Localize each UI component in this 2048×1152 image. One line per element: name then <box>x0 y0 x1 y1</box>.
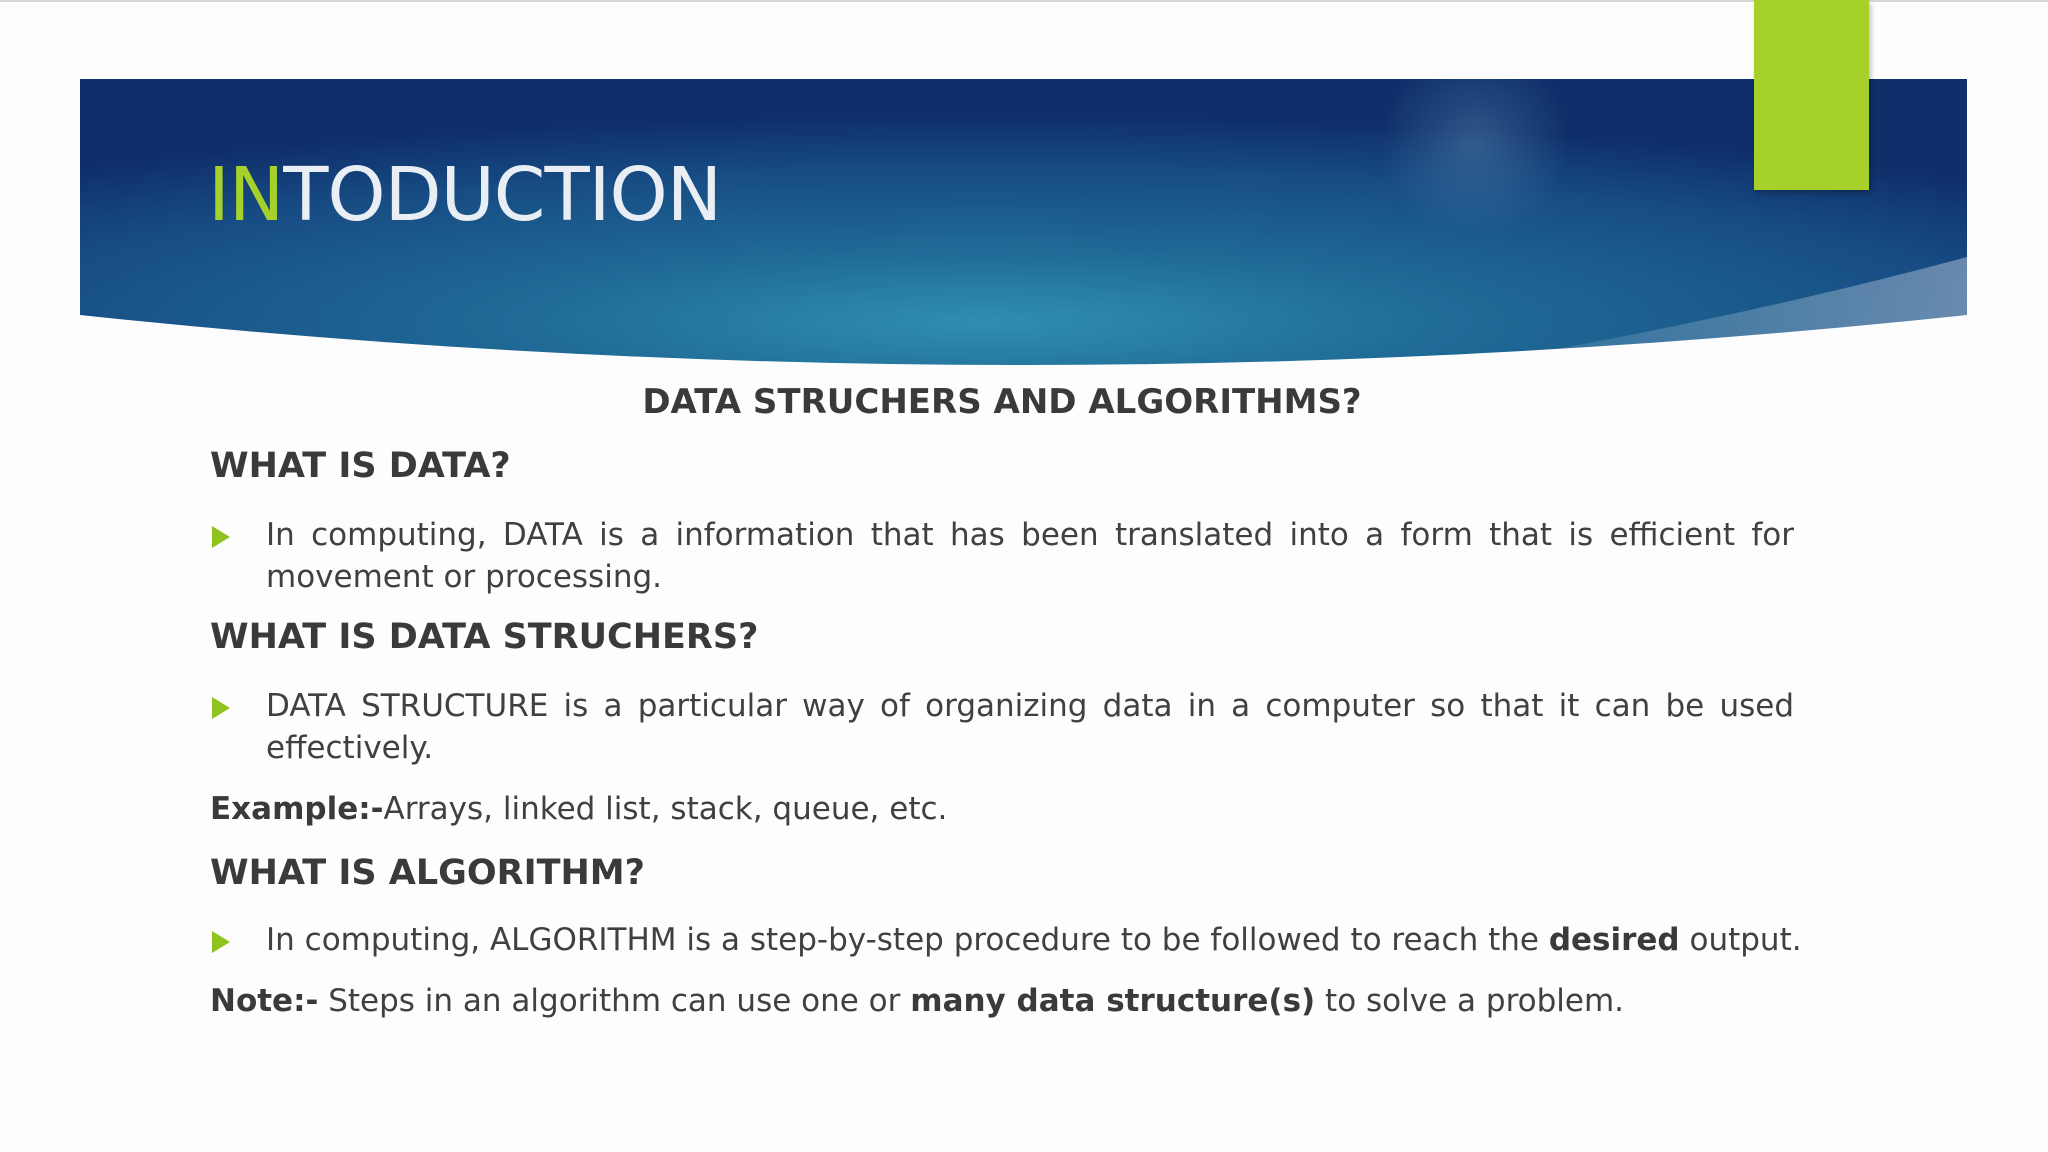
slide-subtitle: DATA STRUCHERS AND ALGORITHMS? <box>642 382 1362 422</box>
note-pre: Steps in an algorithm can use one or <box>318 983 911 1019</box>
example-label: Example:- <box>210 791 384 827</box>
triangle-right-icon <box>212 526 230 548</box>
note-post: to solve a problem. <box>1315 983 1625 1019</box>
algo-bullet-bold: desired <box>1548 922 1680 958</box>
algo-heading: WHAT IS ALGORITHM? <box>210 853 645 893</box>
algo-bullet-text <box>266 919 1802 961</box>
algo-bullet-post: output. <box>1679 922 1802 958</box>
title-highlight: IN <box>208 152 284 238</box>
ds-bullet-text: DATA STRUCTURE is a particular way of organizing data in a computer so that it can be used effectively. <box>266 688 1794 766</box>
triangle-right-icon <box>212 931 230 953</box>
data-heading: WHAT IS DATA? <box>210 446 511 486</box>
note-label: Note:- <box>210 983 319 1019</box>
top-divider <box>0 0 2048 2</box>
ds-heading: WHAT IS DATA STRUCHERS? <box>210 617 759 657</box>
algo-bullet-pre: In computing, ALGORITHM is a step-by-step procedure to be followed to reach the <box>266 922 1549 958</box>
triangle-right-icon <box>212 697 230 719</box>
note-line <box>210 980 1624 1022</box>
slide-title <box>208 152 721 238</box>
example-text: Arrays, linked list, stack, queue, etc. <box>383 791 948 827</box>
note-bold: many data structure(s) <box>910 983 1316 1019</box>
data-bullet-text: In computing, DATA is a information that has been translated into a form that is efficient for movement or processing. <box>266 517 1794 595</box>
accent-tab <box>1754 0 1869 190</box>
title-rest: TODUCTION <box>283 152 722 238</box>
example-line <box>210 788 947 830</box>
